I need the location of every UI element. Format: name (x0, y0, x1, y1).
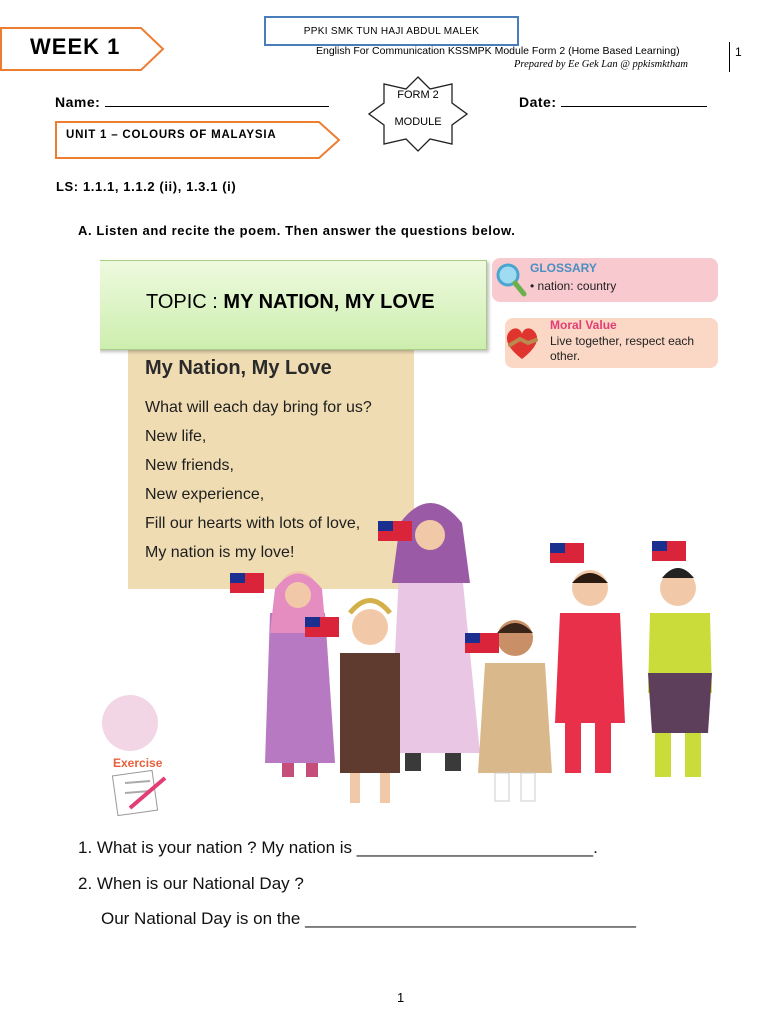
school-name-box (264, 16, 519, 46)
name-field[interactable] (105, 92, 329, 107)
glossary-title: GLOSSARY (530, 261, 597, 275)
page-number-bottom: 1 (397, 990, 405, 1005)
question-2: 2. When is our National Day ? (78, 874, 304, 893)
week-label: WEEK 1 (30, 34, 121, 59)
unit-title: UNIT 1 – COLOURS OF MALAYSIA (66, 129, 277, 141)
name-label: Name: (55, 94, 101, 110)
name-row (55, 92, 329, 112)
star-badge-shape (368, 76, 468, 152)
date-row (519, 92, 707, 112)
header-divider (729, 42, 730, 72)
question-2-answer: Our National Day is on the ___________________________________ (101, 909, 637, 928)
glossary-item: • nation: country (530, 279, 617, 293)
poem-line: New experience, (145, 486, 265, 503)
poem-line: New friends, (145, 457, 234, 474)
form-module-badge (368, 76, 468, 152)
moral-value-title: Moral Value (550, 318, 617, 332)
page-number-top: 1 (735, 45, 742, 59)
learning-standards: LS: 1.1.1, 1.1.2 (ii), 1.3.1 (i) (56, 179, 237, 194)
topic-prefix: TOPIC : (146, 291, 224, 313)
week-tag (0, 26, 165, 72)
poem-line: What will each day bring for us? (145, 399, 372, 416)
date-label: Date: (519, 94, 557, 110)
poem-line: My nation is my love! (145, 544, 295, 561)
unit-tag (55, 120, 341, 160)
poem-line: Fill our hearts with lots of love, (145, 515, 361, 532)
textbook-illustration (100, 253, 730, 825)
date-field[interactable] (561, 92, 707, 107)
school-name: PPKI SMK TUN HAJI ABDUL MALEK (303, 25, 480, 37)
poem-title: My Nation, My Love (145, 357, 332, 379)
children-with-flags-illustration (100, 253, 730, 825)
exercise-label: Exercise (113, 756, 163, 770)
moral-value-text: Live together, respect each other. (550, 334, 695, 363)
module-label: MODULE (394, 116, 442, 128)
module-title: English For Communication KSSMPK Module Form 2 (Home Based Learning) (316, 45, 680, 57)
topic-title: MY NATION, MY LOVE (223, 291, 435, 313)
question-1: 1. What is your nation ? My nation is _________________________. (78, 838, 598, 857)
poem-line: New life, (145, 428, 207, 445)
prepared-by: Prepared by Ee Gek Lan @ ppkismktham (514, 59, 688, 70)
instruction-a: A. Listen and recite the poem. Then answer the questions below. (78, 223, 516, 238)
form-label: FORM 2 (397, 89, 439, 101)
